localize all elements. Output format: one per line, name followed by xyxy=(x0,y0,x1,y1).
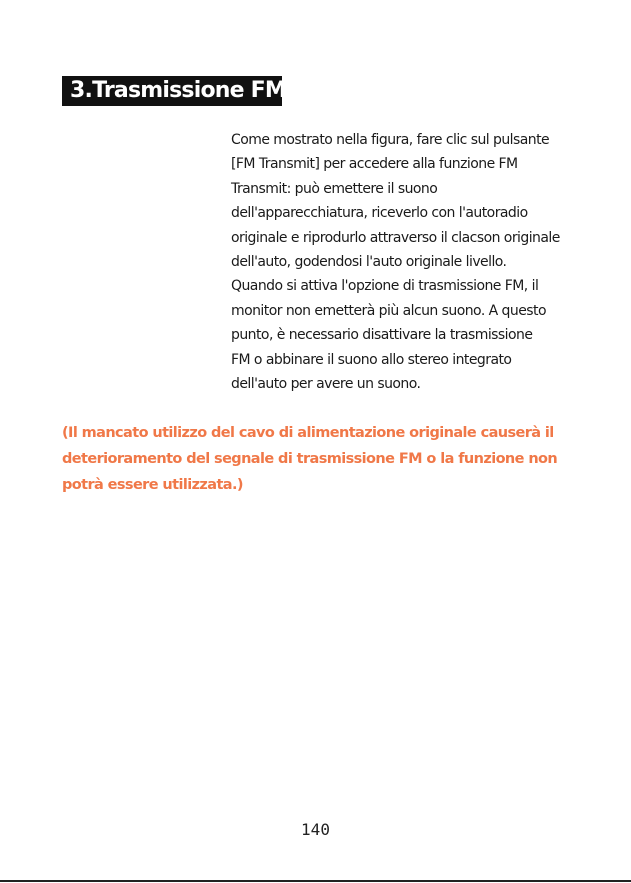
section-title: 3.Trasmissione FM xyxy=(62,76,282,106)
body-paragraph xyxy=(231,128,576,396)
body-line: Transmit: può emettere il suono xyxy=(231,180,438,197)
warning-line: (Il mancato utilizzo del cavo di alimentazione originale causerà il xyxy=(62,425,554,441)
body-line: dell'auto per avere un suono. xyxy=(231,376,421,393)
body-line: FM o abbinare il suono allo stereo integrato xyxy=(231,351,512,368)
body-line: Come mostrato nella figura, fare clic sul pulsante xyxy=(231,132,550,148)
body-line: dell'auto, godendosi l'auto originale livello. xyxy=(231,254,507,271)
warning-line: deterioramento del segnale di trasmissione FM o la funzione non xyxy=(62,451,558,467)
body-line: originale e riprodurlo attraverso il clacson originale xyxy=(231,229,560,246)
body-line: punto, è necessario disattivare la trasmissione xyxy=(231,327,533,344)
warning-line: potrà essere utilizzata.) xyxy=(62,477,243,493)
body-line: Quando si attiva l'opzione di trasmissione FM, il xyxy=(231,278,539,295)
body-line: dell'apparecchiatura, riceverlo con l'autoradio xyxy=(231,205,528,222)
body-line: monitor non emetterà più alcun suono. A questo xyxy=(231,302,546,319)
page-number: 140 xyxy=(301,820,330,839)
body-line: [FM Transmit] per accedere alla funzione FM xyxy=(231,156,518,173)
bottom-divider xyxy=(0,880,631,882)
warning-note xyxy=(62,420,602,498)
